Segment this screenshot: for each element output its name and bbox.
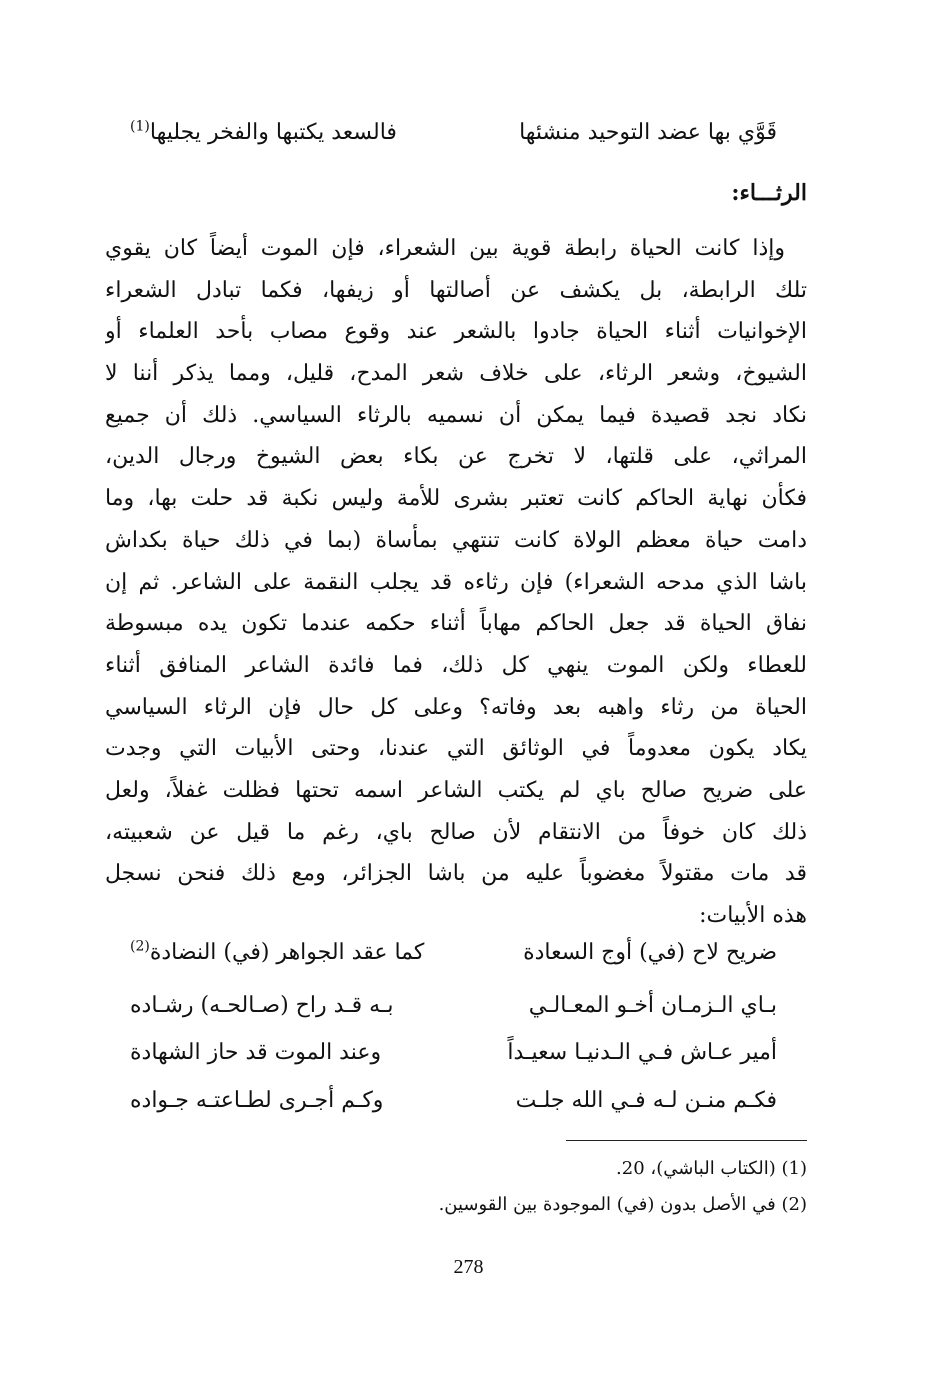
poem-second-hemistich: وكـم أجـرى لطـاعتـه جـواده xyxy=(130,1088,384,1113)
paragraph-line: ذلك كان خوفاً من الانتقام لأن صالح باي، رغم ما قيل عن شعبيته، xyxy=(105,819,807,845)
paragraph-line: الحياة من رثاء واهبه بعد وفاته؟ وعلى كل حال فإن الرثاء السياسي xyxy=(105,694,807,720)
section-heading: الرثـــاء: xyxy=(731,180,807,206)
footnote-separator xyxy=(566,1140,807,1141)
paragraph-line: نكاد نجد قصيدة فيما يمكن أن نسميه بالرثاء السياسي. ذلك أن جميع xyxy=(105,402,807,428)
footnote-text: (الكتاب الباشي)، 20. xyxy=(616,1158,776,1179)
paragraph-line: فكأن نهاية الحاكم كانت تعتبر بشرى للأمة وليس نكبة قد حلت بها، وما xyxy=(105,486,807,512)
paragraph-line: باشا الذي مدحه الشعراء) فإن رثاءه قد يجلب النقمة على الشاعر. ثم إن xyxy=(105,569,807,595)
poem-verse xyxy=(130,1040,777,1065)
poem-first-hemistich: فكـم منـن لـه فـي الله جلـت xyxy=(515,1088,777,1113)
body-paragraph xyxy=(105,228,807,937)
paragraph-line: للعطاء ولكن الموت ينهي كل ذلك، فما فائدة الشاعر المنافق أثناء xyxy=(105,652,807,678)
paragraph-line: الإخوانيات أثناء الحياة جادوا بالشعر عند وقوع مصاب بأحد العلماء أو xyxy=(105,319,807,345)
paragraph-line: وإذا كانت الحياة رابطة قوية بين الشعراء، فإن الموت أيضاً كان يقوي xyxy=(105,236,785,261)
poem-second-hemistich xyxy=(130,940,424,965)
footnote-ref-2: (2) xyxy=(130,938,150,955)
poem-first-hemistich: بـاي الـزمـان أخـو المعـالـي xyxy=(528,993,777,1018)
footnote xyxy=(439,1194,807,1215)
paragraph-line: المراثي، على قلتها، لا تخرج عن بكاء بعض الشيوخ ورجال الدين، xyxy=(105,444,807,470)
paragraph-line: هذه الأبيات: xyxy=(699,903,807,928)
poem-first-hemistich: ضريح لاح (في) أوج السعادة xyxy=(523,940,777,965)
footnote-text: في الأصل بدون (في) الموجودة بين القوسين. xyxy=(438,1194,776,1215)
opening-verse xyxy=(130,120,777,145)
opening-verse-first-hemistich: قَوَّي بها عضد التوحيد منشئها xyxy=(519,120,777,145)
opening-verse-second-text: فالسعد يكتبها والفخر يجليها xyxy=(149,120,397,145)
paragraph-line: تلك الرابطة، بل يكشف عن أصالتها أو زيفها، فكما تبادل الشعراء xyxy=(105,277,807,303)
opening-verse-second-hemistich xyxy=(130,120,397,145)
footnote-ref-1: (1) xyxy=(130,118,150,135)
poem-second-hemistich: بـه قـد راح (صـالحـه) رشـاده xyxy=(130,993,394,1018)
footnote-number: (1) xyxy=(781,1158,807,1179)
paragraph-line: الشيوخ، وشعر الرثاء، على خلاف شعر المدح، قليل، ومما يذكر أننا لا xyxy=(105,361,807,387)
paragraph-line: نفاق الحياة قد جعل الحاكم مهاباً أثناء حكمه عندما تكون يده مبسوطة xyxy=(105,611,807,637)
paragraph-line: يكاد يكون معدوماً في الوثائق التي عندنا، وحتى الأبيات التي وجدت xyxy=(105,736,807,762)
page-number: 278 xyxy=(453,1256,484,1278)
poem-first-hemistich: أمير عـاش فـي الـدنيـا سعيـداً xyxy=(507,1040,777,1065)
footnote-number: (2) xyxy=(781,1194,807,1215)
poem-second-hemistich: وعند الموت قد حاز الشهادة xyxy=(130,1040,382,1065)
poem-verse xyxy=(130,1088,777,1113)
poem-second-text: كما عقد الجواهر (في) النضادة xyxy=(149,940,425,965)
paragraph-line: دامت حياة معظم الولاة كانت تنتهي بمأساة (بما في ذلك حياة بكداش xyxy=(105,527,807,553)
paragraph-line: على ضريح صالح باي لم يكتب الشاعر اسمه تحتها فظلت غفلاً، ولعل xyxy=(105,777,807,803)
footnote xyxy=(616,1158,807,1179)
poem-verse xyxy=(130,940,777,965)
poem-verse xyxy=(130,993,777,1018)
paragraph-line: قد مات مقتولاً مغضوباً عليه من باشا الجزائر، ومع ذلك فنحن نسجل xyxy=(105,861,807,887)
